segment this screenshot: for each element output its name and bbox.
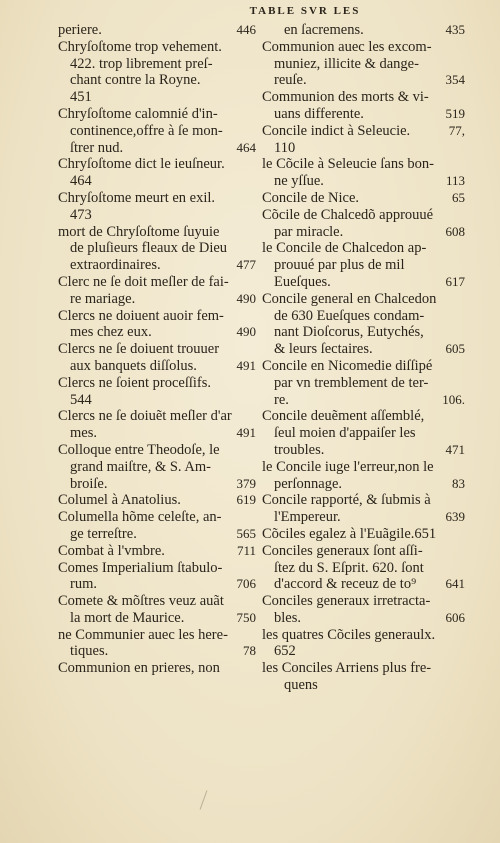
index-entry-text: broiſe. xyxy=(70,475,108,492)
index-entry-text: rum. xyxy=(70,576,97,593)
index-entry-text: en ſacremens. xyxy=(284,22,364,38)
page-reference-number: 565 xyxy=(236,525,256,541)
index-entry-line xyxy=(262,190,467,207)
index-entry-line xyxy=(58,190,258,207)
index-entry-text: perſonnage. xyxy=(274,475,343,492)
index-entry-text: d'accord & receuz de to⁹ xyxy=(274,576,417,593)
page-reference-number: 65 xyxy=(452,189,465,205)
page-reference-number: 519 xyxy=(445,105,465,121)
index-entry-line xyxy=(262,677,467,694)
page-reference-number: 711 xyxy=(236,542,256,558)
page-reference-number: 706 xyxy=(236,576,256,592)
index-entry-text: 473 xyxy=(70,206,92,223)
page-reference-number: 641 xyxy=(445,576,465,592)
index-entry-line xyxy=(262,140,467,157)
index-entry-line xyxy=(262,492,467,509)
index-entry-line xyxy=(58,425,258,442)
index-entry-line xyxy=(58,492,258,509)
index-entry-text: muniez, illicite & dange- xyxy=(274,55,419,72)
index-entry-text: nant Dioſcorus, Eutychés, xyxy=(274,324,424,341)
index-entry-line xyxy=(262,425,467,442)
index-entry-line xyxy=(58,459,258,476)
index-entry-text: Clerc ne ſe doit meſler de fai- xyxy=(58,273,229,290)
index-entry-line xyxy=(58,392,258,409)
index-entry-line xyxy=(262,56,467,73)
running-head-text: TABLE SVR LES xyxy=(249,5,361,17)
index-entry-text: Conciles generaux ſont aſſi- xyxy=(262,542,423,559)
index-entry-text: les quatres Cõciles generaulx. xyxy=(262,626,436,643)
index-entry-line xyxy=(262,39,467,56)
index-entry-text: le Concile iuge l'erreur,non le xyxy=(262,458,434,475)
index-entry-line xyxy=(58,123,258,140)
index-entry-line xyxy=(262,324,467,341)
index-entry-text: Concile de Nice. xyxy=(262,189,360,206)
index-entry-text: par miracle. xyxy=(274,223,344,240)
page-reference-number: 477 xyxy=(236,257,256,273)
index-entry-line xyxy=(262,257,467,274)
index-entry-text: Columel à Anatolius. xyxy=(58,492,181,509)
index-entry-line xyxy=(58,576,258,593)
index-entry-line xyxy=(262,593,467,610)
index-entry-line xyxy=(58,224,258,241)
index-entry-text: Columella hõme celeſte, an- xyxy=(58,509,222,526)
index-entry-line xyxy=(58,593,258,610)
index-entry-line xyxy=(58,442,258,459)
index-entry-line xyxy=(58,106,258,123)
index-entry-text: reuſe. xyxy=(274,72,307,89)
index-entry-text: 652 xyxy=(274,643,296,660)
index-entry-text: 464 xyxy=(70,173,92,190)
index-entry-line xyxy=(58,627,258,644)
page-reference-number: 490 xyxy=(236,290,256,306)
index-entry-line xyxy=(262,660,467,677)
page-reference-number: 113 xyxy=(445,173,465,189)
index-entry-text: periere. xyxy=(58,22,102,38)
page-reference-number: 605 xyxy=(445,341,465,357)
index-entry-line xyxy=(58,643,258,660)
index-entry-text: Concile en Nicomedie diſſipé xyxy=(262,357,433,374)
index-entry-text: Chryſoſtome trop vehement. xyxy=(58,38,222,55)
index-entry-text: troubles. xyxy=(274,441,325,458)
left-index-column xyxy=(58,22,258,677)
index-entry-line xyxy=(262,627,467,644)
index-entry-line xyxy=(58,140,258,157)
index-entry-text: Conciles generaux irretracta- xyxy=(262,593,431,610)
index-entry-text: mes. xyxy=(70,425,97,442)
page-reference-number: 750 xyxy=(236,609,256,625)
index-entry-text: Concile deuẽment aſſemblé, xyxy=(262,408,425,425)
index-entry-text: 422. trop librement preſ- xyxy=(70,55,213,72)
index-entry-text: Communion auec les excom- xyxy=(262,38,432,55)
index-entry-text: continence,offre à ſe mon- xyxy=(70,122,223,139)
index-entry-line xyxy=(262,274,467,291)
index-entry-text: grand maiſtre, & S. Am- xyxy=(70,458,211,475)
index-entry-line xyxy=(262,224,467,241)
right-index-column xyxy=(262,22,467,694)
index-entry-line xyxy=(58,56,258,73)
index-entry-line xyxy=(262,375,467,392)
index-entry-text: Eueſques. xyxy=(274,273,331,290)
index-entry-text: Combat à l'vmbre. xyxy=(58,542,165,559)
index-entry-text: aux banquets diſſolus. xyxy=(70,357,197,374)
index-entry-line xyxy=(262,610,467,627)
page-reference-number: 491 xyxy=(236,425,256,441)
index-entry-line xyxy=(262,72,467,89)
index-entry-line xyxy=(58,375,258,392)
index-entry-line xyxy=(262,576,467,593)
index-entry-text: Cõciles egalez à l'Euãgile.651 xyxy=(262,525,437,542)
index-entry-text: Clercs ne doiuent auoir fem- xyxy=(58,307,224,324)
running-head xyxy=(0,5,500,17)
index-entry-text: Clercs ne ſe doiuent trouuer xyxy=(58,341,220,358)
page-reference-number: 435 xyxy=(445,22,465,37)
index-entry-line xyxy=(58,341,258,358)
index-entry-text: Comes Imperialium ſtabulo- xyxy=(58,559,223,576)
index-entry-line xyxy=(262,106,467,123)
index-entry-text: le Concile de Chalcedon ap- xyxy=(262,240,427,257)
index-entry-text: ne Communier auec les here- xyxy=(58,626,228,643)
index-entry-line xyxy=(262,560,467,577)
index-entry-line xyxy=(58,476,258,493)
index-entry-text: bles. xyxy=(274,609,301,626)
page-reference-number: 464 xyxy=(236,139,256,155)
index-entry-text: tiques. xyxy=(70,643,109,660)
index-entry-line xyxy=(58,257,258,274)
index-entry-text: de 630 Eueſques condam- xyxy=(274,307,425,324)
index-entry-text: chant contre la Royne. xyxy=(70,72,201,89)
index-entry-line xyxy=(58,207,258,224)
page-reference-number: 491 xyxy=(236,357,256,373)
index-entry-line xyxy=(262,291,467,308)
index-entry-line xyxy=(262,392,467,409)
page-reference-number: 77, xyxy=(448,122,465,138)
index-entry-line xyxy=(58,173,258,190)
index-entry-text: Colloque entre Theodoſe, le xyxy=(58,441,220,458)
index-entry-text: 110 xyxy=(274,139,296,156)
index-entry-line xyxy=(262,89,467,106)
index-entry-line xyxy=(58,291,258,308)
index-entry-text: la mort de Maurice. xyxy=(70,609,185,626)
index-entry-text: mort de Chryſoſtome ſuyuie xyxy=(58,223,220,240)
index-entry-text: Clercs ne ſoient proceſſifs. xyxy=(58,374,212,391)
index-entry-text: les Conciles Arriens plus fre- xyxy=(262,660,432,677)
index-entry-text: par vn tremblement de ter- xyxy=(274,374,429,391)
page-reference-number: 471 xyxy=(445,441,465,457)
index-entry-text: le Cõcile à Seleucie ſans bon- xyxy=(262,156,434,173)
page-reference-number: 379 xyxy=(236,475,256,491)
index-entry-line xyxy=(262,509,467,526)
index-entry-line xyxy=(58,509,258,526)
page-reference-number: 608 xyxy=(445,223,465,239)
page-reference-number: 83 xyxy=(452,475,465,491)
index-entry-line xyxy=(262,459,467,476)
page-blemish xyxy=(200,790,208,809)
index-entry-text: ſtez du S. Eſprit. 620. ſont xyxy=(274,559,424,576)
index-entry-text: Cõcile de Chalcedõ approuué xyxy=(262,206,434,223)
index-entry-text: ge terreſtre. xyxy=(70,525,137,542)
index-entry-line xyxy=(262,543,467,560)
page-reference-number: 617 xyxy=(445,273,465,289)
index-entry-line xyxy=(58,543,258,560)
index-entry-line xyxy=(58,358,258,375)
page-reference-number: 354 xyxy=(445,72,465,88)
index-entry-text: & leurs ſectaires. xyxy=(274,341,373,358)
index-entry-text: re. xyxy=(274,391,289,408)
index-entry-line xyxy=(58,526,258,543)
index-entry-line xyxy=(262,526,467,543)
index-entry-line xyxy=(58,560,258,577)
page-reference-number: 446 xyxy=(236,22,256,37)
index-entry-line xyxy=(262,358,467,375)
index-entry-text: ſtrer nud. xyxy=(70,139,124,156)
index-entry-text: Chryſoſtome meurt en exil. xyxy=(58,189,216,206)
index-entry-text: Clercs ne ſe doiuẽt meſler d'ar xyxy=(58,408,232,425)
index-entry-line xyxy=(262,123,467,140)
index-entry-line xyxy=(262,308,467,325)
index-entry-text: Concile indict à Seleucie. xyxy=(262,122,411,139)
index-entry-text: mes chez eux. xyxy=(70,324,152,341)
index-entry-line xyxy=(58,274,258,291)
index-entry-line xyxy=(262,173,467,190)
index-entry-line xyxy=(262,22,467,39)
index-entry-text: de pluſieurs fleaux de Dieu xyxy=(70,240,228,257)
page-reference-number: 490 xyxy=(236,324,256,340)
index-entry-line xyxy=(58,156,258,173)
index-entry-line xyxy=(58,89,258,106)
index-entry-text: ne yſſue. xyxy=(274,173,324,190)
index-entry-text: Comete & mõſtres veuz auãt xyxy=(58,593,224,610)
index-entry-line xyxy=(58,610,258,627)
index-entry-text: Chryſoſtome calomnié d'in- xyxy=(58,105,218,122)
index-entry-text: uans differente. xyxy=(274,105,364,122)
page-reference-number: 106. xyxy=(442,391,465,407)
index-entry-text: quens xyxy=(284,677,318,694)
index-entry-line xyxy=(58,22,258,39)
index-entry-line xyxy=(262,408,467,425)
index-entry-line xyxy=(262,476,467,493)
page-reference-number: 639 xyxy=(445,509,465,525)
index-entry-line xyxy=(262,156,467,173)
index-entry-line xyxy=(262,240,467,257)
index-entry-text: Chryſoſtome dict le ieuſneur. xyxy=(58,156,225,173)
index-entry-line xyxy=(262,442,467,459)
index-entry-line xyxy=(58,240,258,257)
index-entry-line xyxy=(58,660,258,677)
index-entry-text: Communion en prieres, non xyxy=(58,660,220,677)
index-entry-line xyxy=(58,39,258,56)
index-entry-line xyxy=(58,324,258,341)
index-entry-line xyxy=(58,72,258,89)
index-entry-text: Concile general en Chalcedon xyxy=(262,290,437,307)
index-entry-line xyxy=(262,643,467,660)
index-entry-line xyxy=(262,207,467,224)
index-entry-text: prouué par plus de mil xyxy=(274,257,405,274)
index-entry-text: 544 xyxy=(70,391,92,408)
index-entry-text: Concile rapporté, & ſubmis à xyxy=(262,492,431,509)
index-entry-text: Communion des morts & vi- xyxy=(262,89,429,106)
index-entry-text: l'Empereur. xyxy=(274,509,341,526)
index-entry-text: re mariage. xyxy=(70,290,136,307)
index-entry-line xyxy=(262,341,467,358)
index-entry-text: 451 xyxy=(70,89,92,106)
page-reference-number: 78 xyxy=(243,643,256,659)
index-entry-text: extraordinaires. xyxy=(70,257,161,274)
index-entry-text: ſeul moien d'appaiſer les xyxy=(274,425,416,442)
page-reference-number: 606 xyxy=(445,609,465,625)
index-entry-line xyxy=(58,308,258,325)
page-reference-number: 619 xyxy=(236,492,256,508)
index-entry-line xyxy=(58,408,258,425)
